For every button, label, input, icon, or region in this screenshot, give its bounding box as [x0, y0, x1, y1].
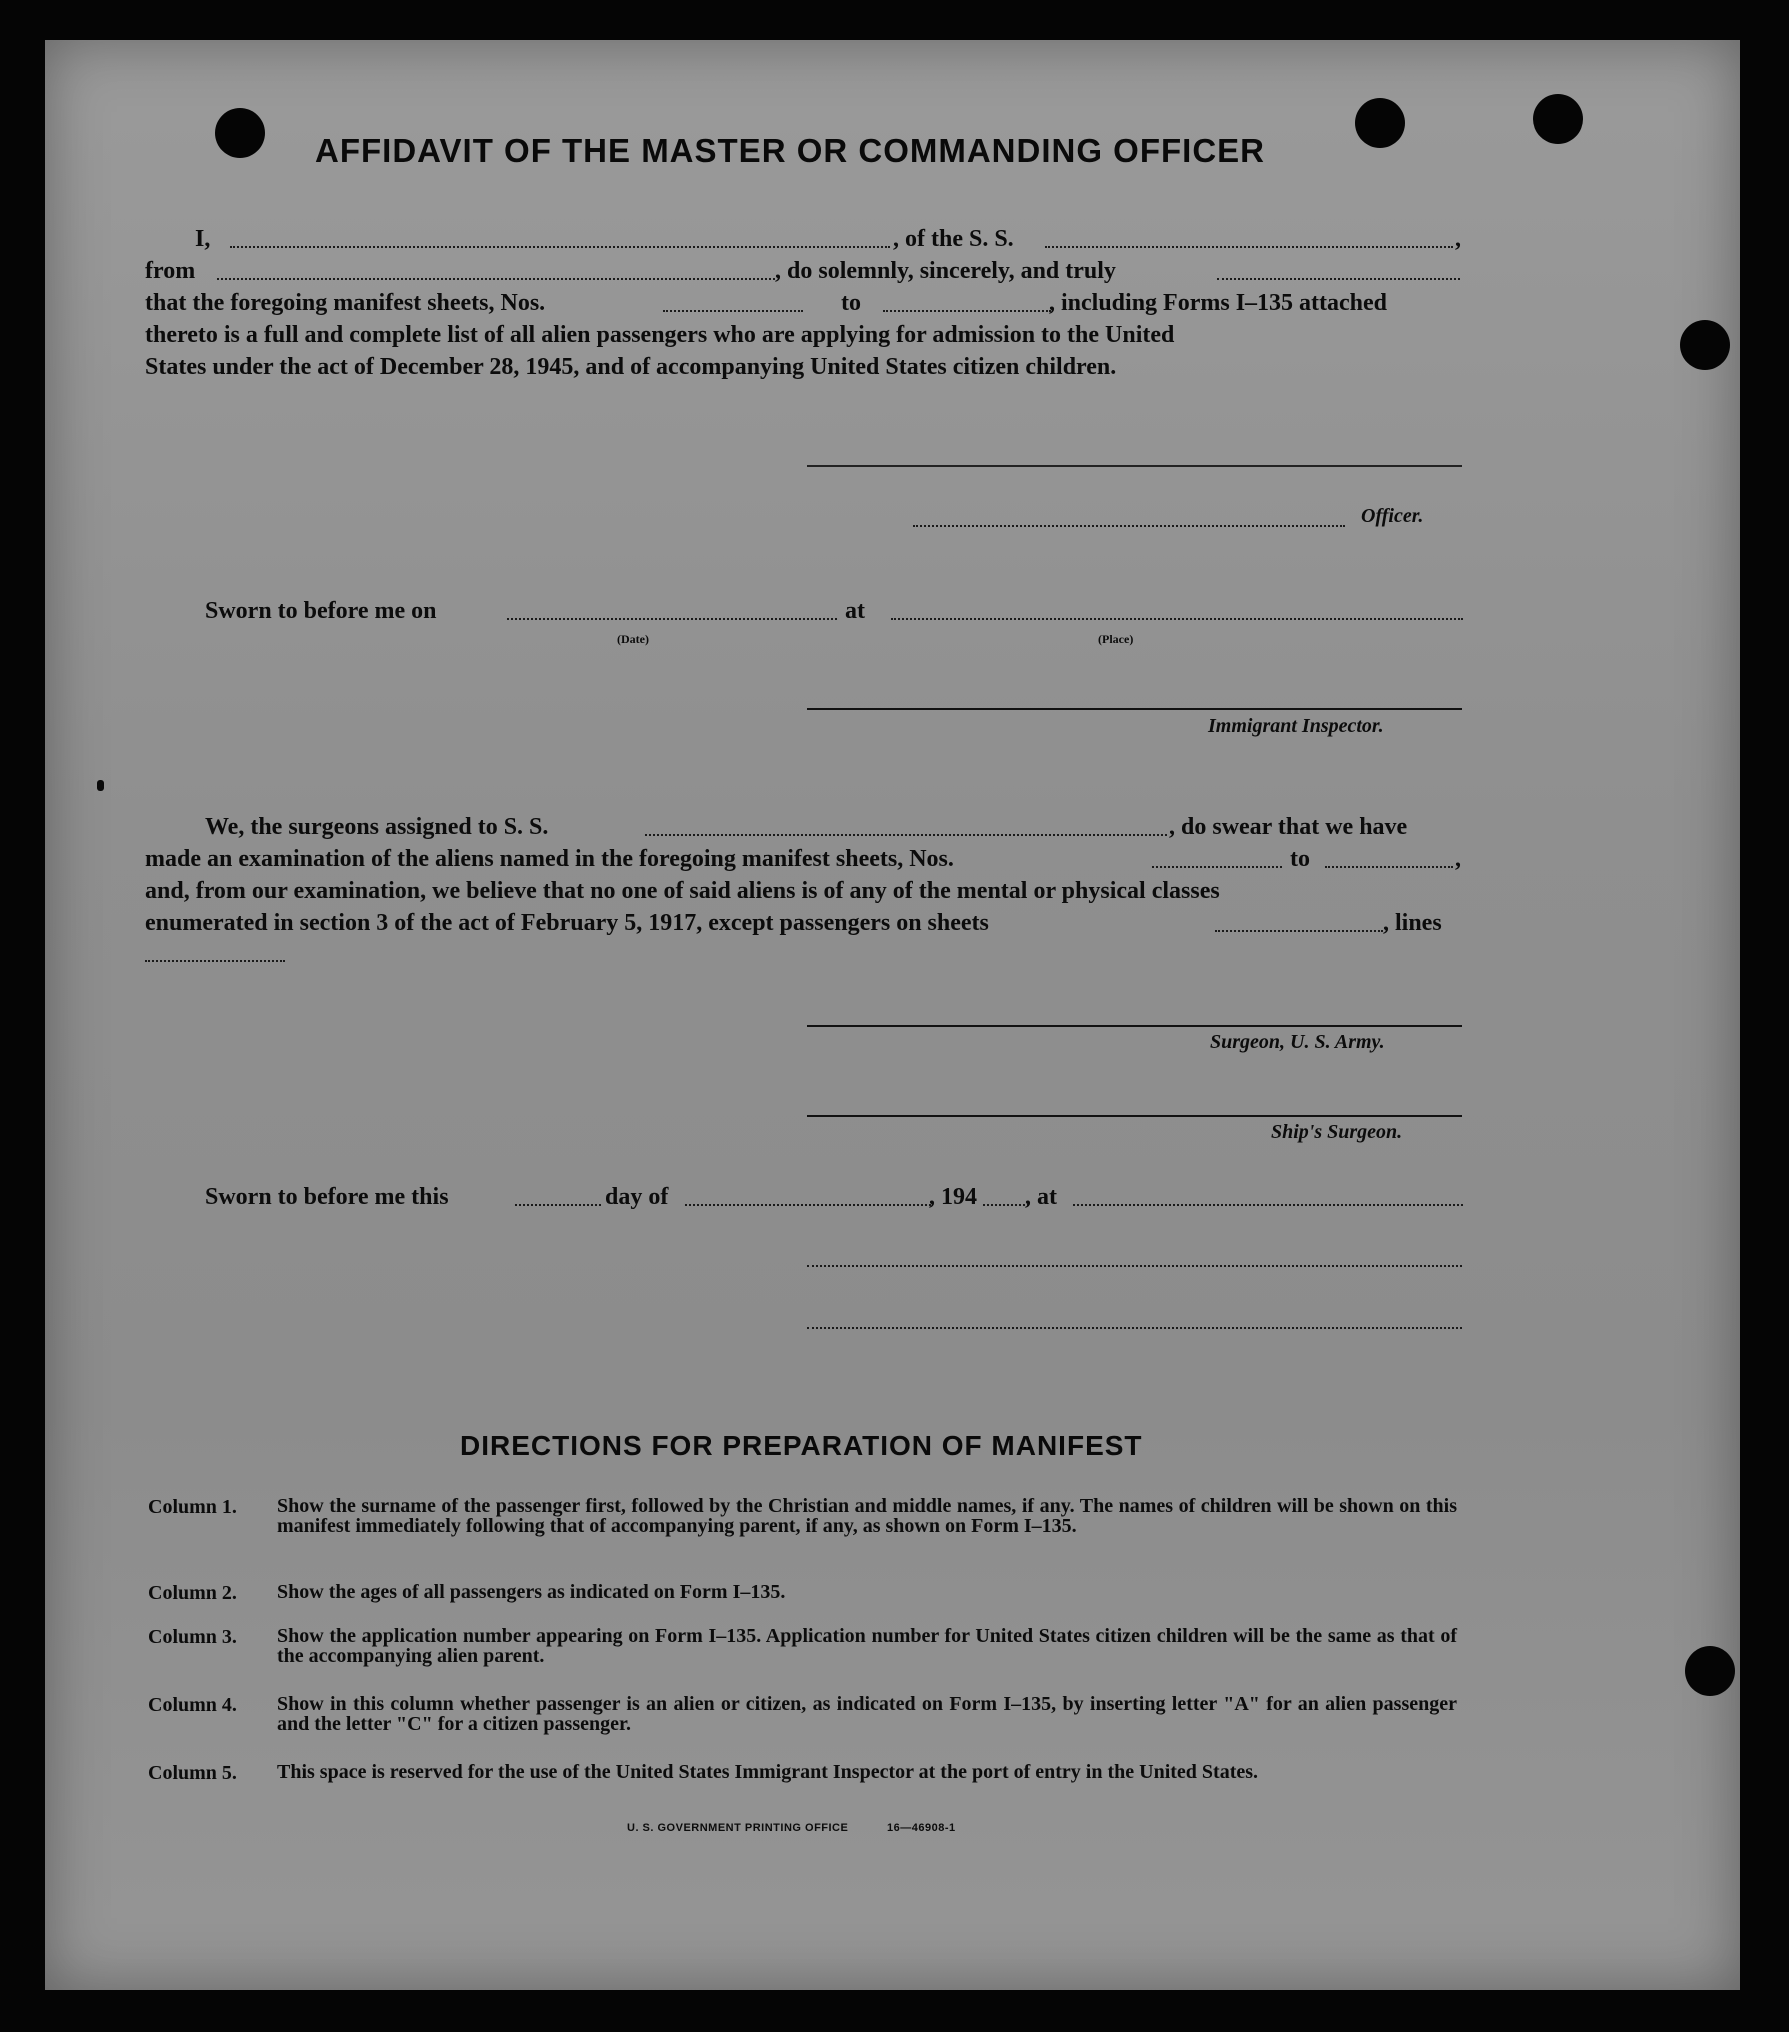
surgeons-intro: We, the surgeons assigned to S. S.	[205, 814, 549, 840]
surgeons-line2-comma: ,	[1455, 846, 1461, 872]
punch-hole	[1685, 1646, 1735, 1696]
form-paper	[45, 40, 1740, 1990]
column-2-text: Show the ages of all passengers as indicated on Form I–135.	[277, 1581, 786, 1603]
column-2-label: Column 2.	[148, 1582, 237, 1604]
punch-hole	[1533, 94, 1583, 144]
punch-hole	[1680, 320, 1730, 370]
surgeons-line2: made an examination of the aliens named in the foregoing manifest sheets, Nos.	[145, 846, 954, 872]
form-code-imprint: 16—46908-1	[887, 1822, 956, 1834]
affidavit-line5: States under the act of December 28, 1945, and of accompanying United States citizen children.	[145, 354, 1117, 380]
sworn-at-label: at	[845, 598, 865, 624]
including-forms-text: , including Forms I–135 attached	[1049, 290, 1388, 316]
master-name-field[interactable]	[230, 246, 890, 248]
column-5-text: This space is reserved for the use of the United States Immigrant Inspector at the port of entry in the United States.	[277, 1761, 1259, 1783]
surgeons-line4: enumerated in section 3 of the act of February 5, 1917, except passengers on sheets	[145, 910, 989, 936]
affidavit-title: AFFIDAVIT OF THE MASTER OR COMMANDING OFFICER	[315, 132, 1266, 169]
column-4-text: Show in this column whether passenger is an alien or citizen, as indicated on Form I–135, by inserting letter "A" for an alien passenger and the letter "C" for a citizen passenger.	[277, 1693, 1457, 1735]
army-surgeon-signature-line[interactable]	[807, 1025, 1462, 1027]
of-ss-label: , of the S. S.	[893, 226, 1014, 252]
printing-office-imprint: U. S. GOVERNMENT PRINTING OFFICE	[627, 1822, 849, 1834]
officer-title-field[interactable]	[913, 525, 1345, 527]
punch-hole	[1355, 98, 1405, 148]
surgeons-swear: , do swear that we have	[1169, 814, 1408, 840]
surgeons-to-label: to	[1290, 846, 1310, 872]
column-5-label: Column 5.	[148, 1762, 237, 1784]
ship-surgeon-signature-line[interactable]	[807, 1115, 1462, 1117]
lines-label: , lines	[1383, 910, 1442, 936]
line1-comma: ,	[1455, 226, 1461, 252]
oath-form-field[interactable]	[1217, 278, 1460, 280]
date-caption: (Date)	[617, 632, 649, 646]
except-lines-field[interactable]	[145, 960, 285, 962]
except-sheets-field[interactable]	[1215, 930, 1383, 932]
signature-field-1[interactable]	[807, 1265, 1462, 1267]
sworn-day-field[interactable]	[515, 1204, 601, 1206]
ship-surgeon-label: Ship's Surgeon.	[1271, 1121, 1403, 1143]
sworn2-place-field[interactable]	[1073, 1204, 1463, 1206]
sworn2-at-label: , at	[1025, 1184, 1057, 1210]
surgeons-from-no-field[interactable]	[1152, 866, 1282, 868]
manifest-from-no-field[interactable]	[663, 310, 803, 312]
sworn-year-field[interactable]	[983, 1204, 1029, 1206]
sworn-month-field[interactable]	[685, 1204, 931, 1206]
column-3-text: Show the application number appearing on Form I–135. Application number for United States citizen children will be the same as that of the accompanying alien parent.	[277, 1625, 1457, 1667]
place-caption: (Place)	[1098, 632, 1134, 646]
signature-field-2[interactable]	[807, 1327, 1462, 1329]
master-signature-line[interactable]	[807, 465, 1462, 467]
punch-hole	[215, 108, 265, 158]
from-label: from	[145, 258, 196, 284]
column-4-label: Column 4.	[148, 1694, 237, 1716]
to-label: to	[841, 290, 861, 316]
directions-title: DIRECTIONS FOR PREPARATION OF MANIFEST	[460, 1430, 1143, 1461]
inspector-signature-line[interactable]	[807, 708, 1462, 710]
affidavit-line4: thereto is a full and complete list of all alien passengers who are applying for admission to the United	[145, 322, 1175, 348]
day-of-label: day of	[605, 1184, 669, 1210]
officer-label: Officer.	[1361, 505, 1424, 527]
foregoing-manifest-text: that the foregoing manifest sheets, Nos.	[145, 290, 546, 316]
sworn-place-field[interactable]	[891, 618, 1463, 620]
army-surgeon-label: Surgeon, U. S. Army.	[1210, 1031, 1385, 1053]
inspector-label: Immigrant Inspector.	[1208, 715, 1384, 737]
manifest-to-no-field[interactable]	[883, 310, 1051, 312]
ship-name-field[interactable]	[1045, 246, 1453, 248]
affidavit-i-label: I,	[195, 226, 211, 252]
surgeons-line3: and, from our examination, we believe that no one of said aliens is of any of the mental or physical classes	[145, 878, 1220, 904]
column-1-text: Show the surname of the passenger first, followed by the Christian and middle names, if any. The names of children will be shown on this manifest immediately following that of accompanying parent, if any, as shown on Form I–135.	[277, 1495, 1457, 1537]
year-label: , 194	[929, 1184, 977, 1210]
from-port-field[interactable]	[217, 278, 775, 280]
sworn-before-text: Sworn to before me on	[205, 598, 437, 624]
sworn-date-field[interactable]	[507, 618, 837, 620]
surgeons-to-no-field[interactable]	[1325, 866, 1453, 868]
column-1-label: Column 1.	[148, 1496, 237, 1518]
column-3-label: Column 3.	[148, 1626, 237, 1648]
sworn-this-text: Sworn to before me this	[205, 1184, 449, 1210]
surgeons-ship-field[interactable]	[645, 834, 1167, 836]
solemnly-text: , do solemnly, sincerely, and truly	[775, 258, 1116, 284]
ink-speck	[97, 780, 104, 791]
